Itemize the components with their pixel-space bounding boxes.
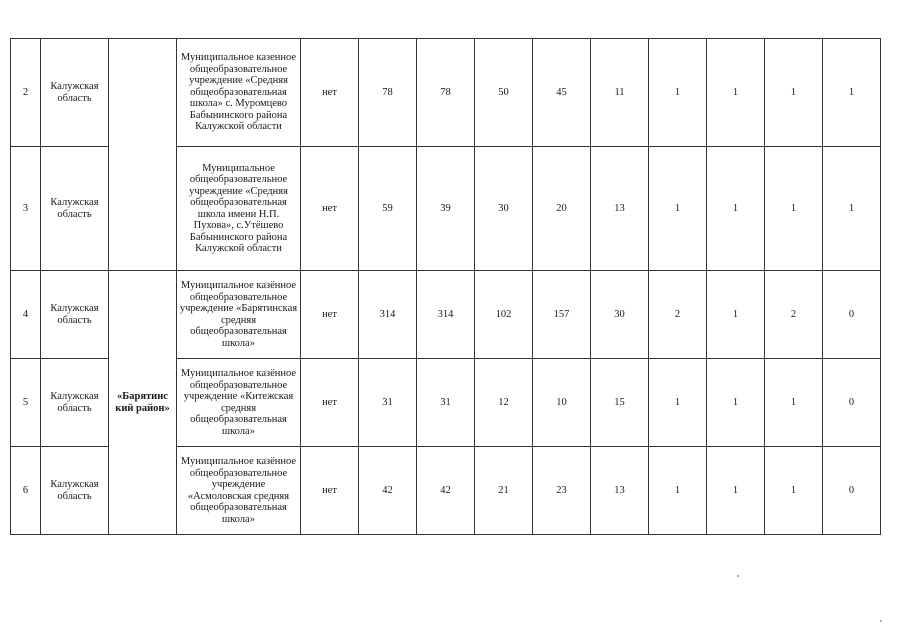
region-cell: Калужская область: [41, 271, 109, 359]
value-cell: 2: [765, 271, 823, 359]
value-cell: 102: [475, 271, 533, 359]
value-cell: 20: [533, 147, 591, 271]
table-row: [11, 271, 881, 359]
value-cell: 42: [359, 447, 417, 535]
value-cell: 23: [533, 447, 591, 535]
value-cell: 1: [765, 39, 823, 147]
value-cell: 1: [765, 447, 823, 535]
value-cell: 30: [475, 147, 533, 271]
flag-cell: нет: [301, 447, 359, 535]
row-number: 5: [11, 359, 41, 447]
table-row: [11, 39, 881, 147]
value-cell: 13: [591, 447, 649, 535]
flag-cell: нет: [301, 359, 359, 447]
value-cell: 0: [823, 447, 881, 535]
region-cell: Калужская область: [41, 359, 109, 447]
row-number: 4: [11, 271, 41, 359]
value-cell: 30: [591, 271, 649, 359]
value-cell: 11: [591, 39, 649, 147]
region-cell: Калужская область: [41, 447, 109, 535]
region-cell: Калужская область: [41, 39, 109, 147]
value-cell: 314: [417, 271, 475, 359]
value-cell: 0: [823, 359, 881, 447]
value-cell: 39: [417, 147, 475, 271]
value-cell: 1: [823, 39, 881, 147]
value-cell: 59: [359, 147, 417, 271]
district-name-cell: «Барятинс кий район»: [109, 271, 177, 535]
value-cell: 157: [533, 271, 591, 359]
value-cell: 1: [707, 39, 765, 147]
value-cell: 1: [707, 147, 765, 271]
value-cell: 12: [475, 359, 533, 447]
school-name-cell: Муниципальное общеобразовательное учреждение «Средняя общеобразовательная школа имени Н.П. Пухова», с.Утёшево Бабынинского района Калужской области: [177, 147, 301, 271]
value-cell: 1: [649, 359, 707, 447]
value-cell: 31: [417, 359, 475, 447]
value-cell: 1: [707, 271, 765, 359]
value-cell: 31: [359, 359, 417, 447]
flag-cell: нет: [301, 39, 359, 147]
value-cell: 1: [707, 447, 765, 535]
school-name-cell: Муниципальное казённое общеобразовательное учреждение «Китежская средняя общеобразовательная школа»: [177, 359, 301, 447]
school-name-cell: Муниципальное казенное общеобразовательное учреждение «Средняя общеобразовательная школа» с. Муромцево Бабынинского района Калужской области: [177, 39, 301, 147]
value-cell: 1: [707, 359, 765, 447]
value-cell: 1: [649, 147, 707, 271]
scan-speck: [737, 575, 739, 577]
value-cell: 45: [533, 39, 591, 147]
value-cell: 0: [823, 271, 881, 359]
row-number: 2: [11, 39, 41, 147]
value-cell: 50: [475, 39, 533, 147]
value-cell: 2: [649, 271, 707, 359]
value-cell: 314: [359, 271, 417, 359]
value-cell: 13: [591, 147, 649, 271]
value-cell: 78: [359, 39, 417, 147]
value-cell: 78: [417, 39, 475, 147]
value-cell: 1: [823, 147, 881, 271]
schools-table: [10, 38, 881, 535]
row-number: 3: [11, 147, 41, 271]
district-cell-empty: [109, 39, 177, 271]
value-cell: 1: [649, 39, 707, 147]
school-name-cell: Муниципальное казённое общеобразовательное учреждение «Асмоловская средняя общеобразовательная школа»: [177, 447, 301, 535]
region-cell: Калужская область: [41, 147, 109, 271]
row-number: 6: [11, 447, 41, 535]
value-cell: 15: [591, 359, 649, 447]
flag-cell: нет: [301, 271, 359, 359]
school-name-cell: Муниципальное казённое общеобразовательное учреждение «Барятинская средняя общеобразовательная школа»: [177, 271, 301, 359]
scan-speck: [880, 620, 882, 622]
value-cell: 1: [649, 447, 707, 535]
value-cell: 1: [765, 147, 823, 271]
value-cell: 1: [765, 359, 823, 447]
value-cell: 42: [417, 447, 475, 535]
value-cell: 21: [475, 447, 533, 535]
flag-cell: нет: [301, 147, 359, 271]
value-cell: 10: [533, 359, 591, 447]
